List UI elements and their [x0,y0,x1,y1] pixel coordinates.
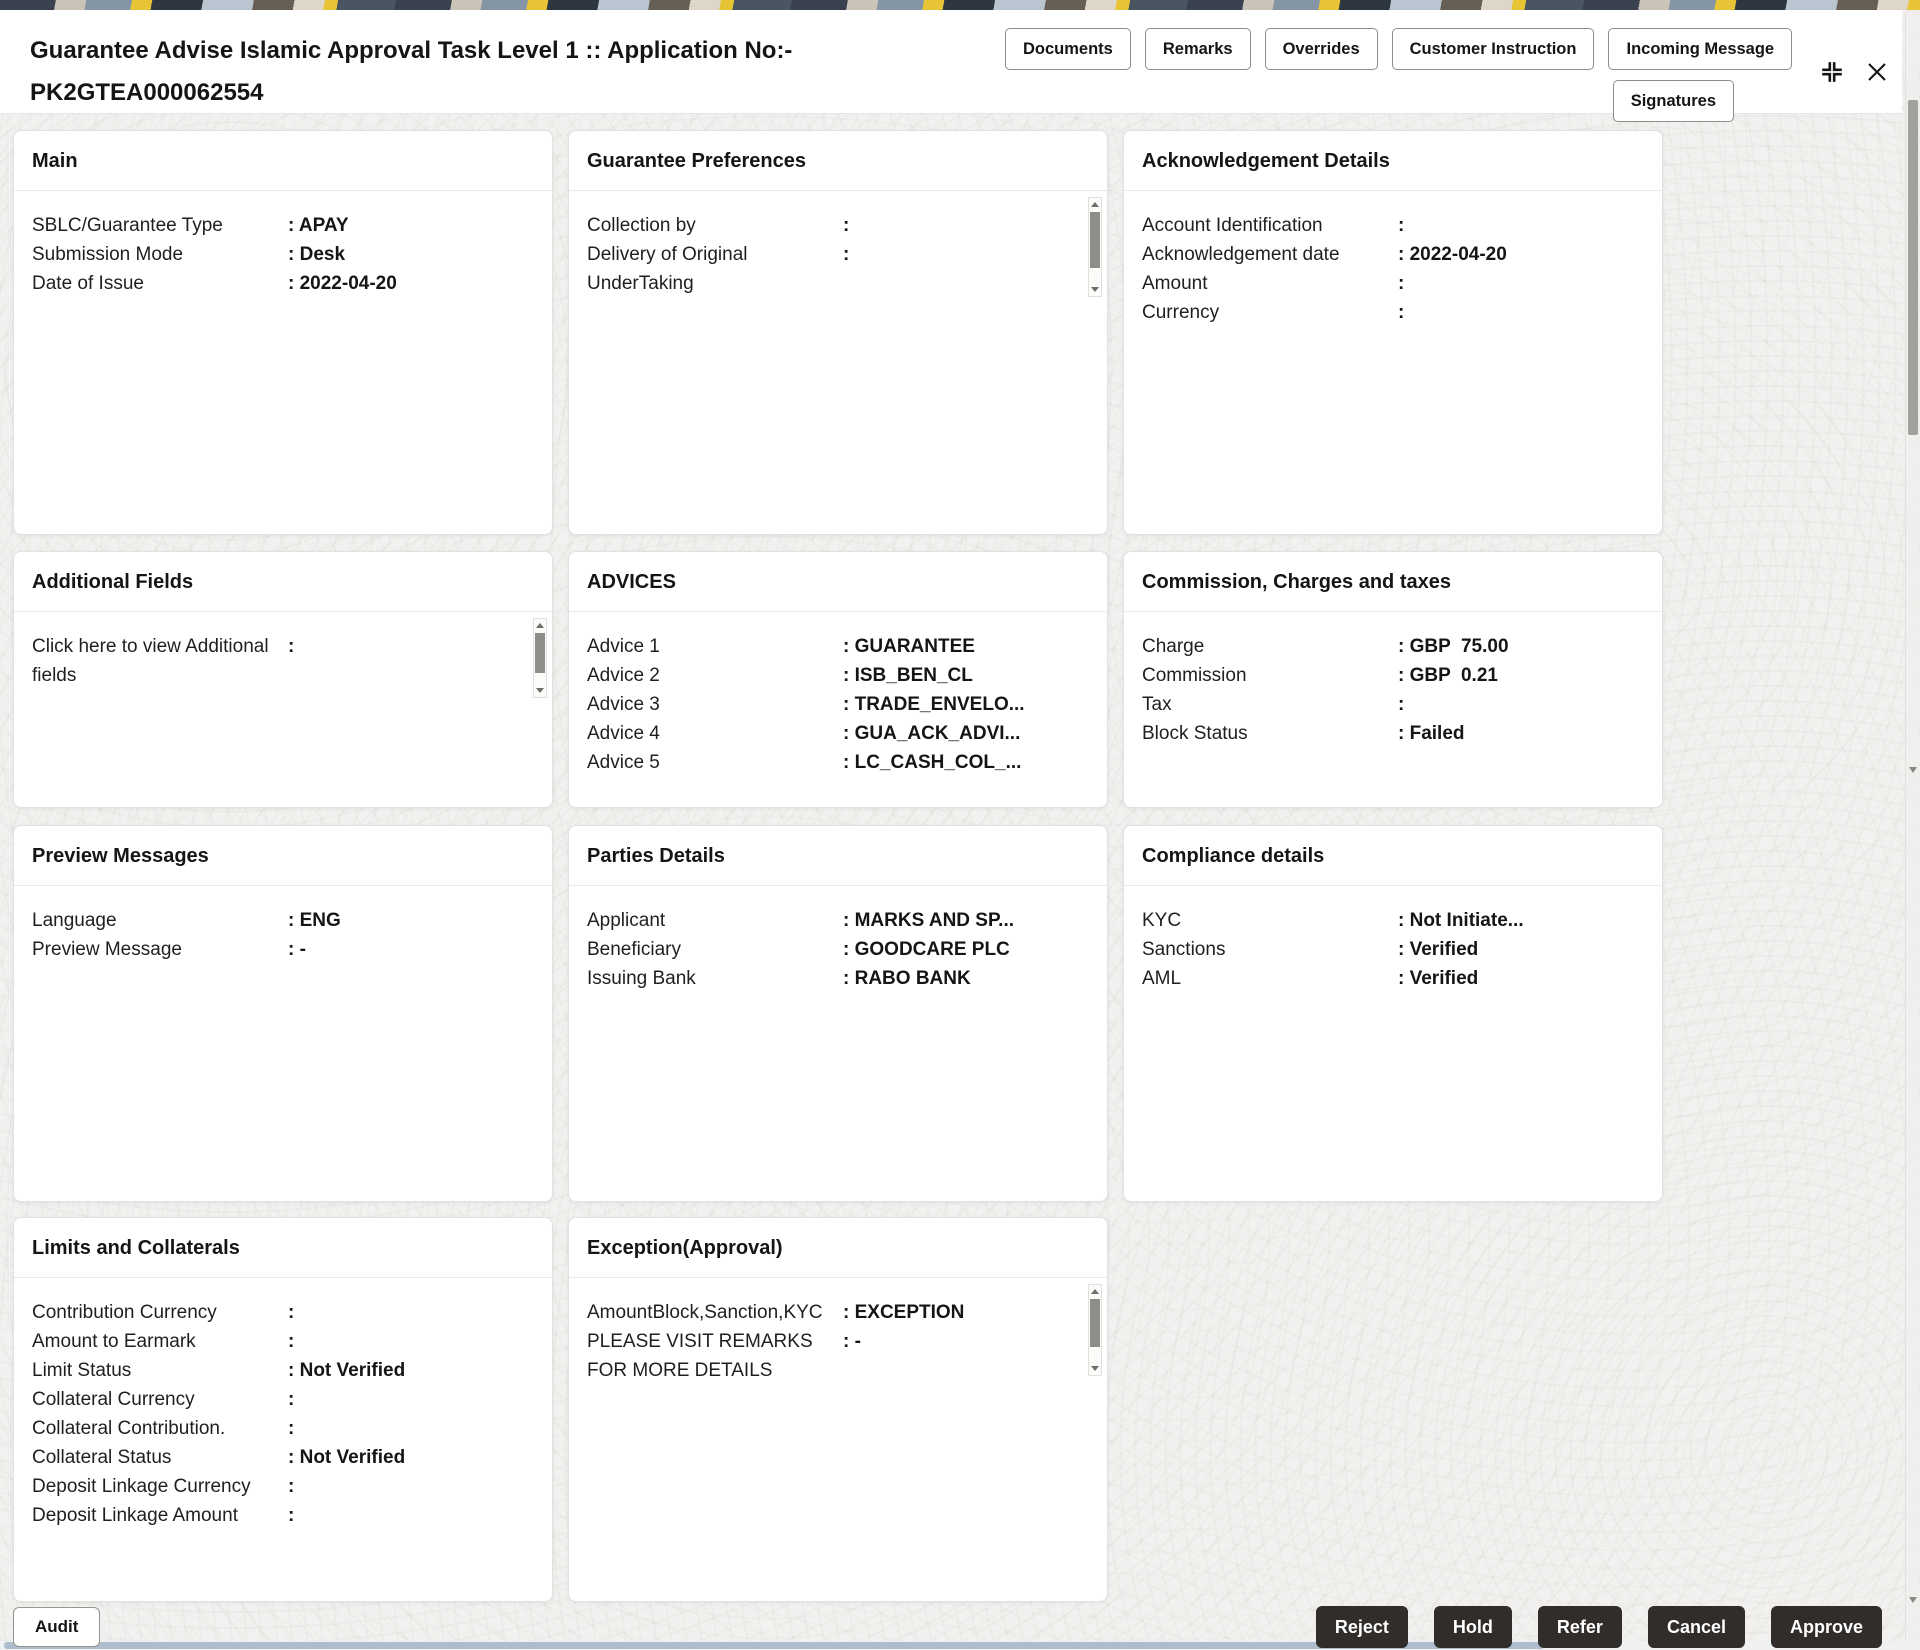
field-value: : ENG [288,910,341,931]
panel-advices-title: ADVICES [569,552,1107,612]
field-row [587,661,1089,690]
field-row [32,240,534,269]
panel-limits-collaterals-title: Limits and Collaterals [14,1218,552,1278]
panel-exception-approval-body [569,1278,1107,1385]
field-row [32,1472,534,1501]
field-value: : GUARANTEE [843,636,975,657]
panel-compliance-details-body [1124,886,1662,993]
field-label: Limit Status [32,1360,132,1381]
field-value: : - [843,1331,861,1352]
field-row [1142,935,1644,964]
panel-acknowledgement-details [1123,130,1663,535]
field-row [32,1356,534,1385]
panel-exception-approval-title: Exception(Approval) [569,1218,1107,1278]
panel-main-title: Main [14,131,552,191]
panel-preview-messages [13,825,553,1202]
field-label: PLEASE VISIT REMARKS FOR MORE DETAILS [587,1331,813,1381]
panel-commission-charges-taxes-title: Commission, Charges and taxes [1124,552,1662,612]
field-value: : 2022-04-20 [288,273,397,294]
footer-action-bar [1316,1606,1882,1648]
field-label: Advice 5 [587,752,660,773]
page-title-line2: PK2GTEA000062554 [30,79,264,106]
field-value: : RABO BANK [843,968,971,989]
field-row [32,211,534,240]
field-value: : [843,215,850,236]
page-title [30,30,980,114]
scroll-down-icon[interactable] [1089,1362,1101,1374]
field-value: : Not Verified [288,1360,406,1381]
overrides-button[interactable]: Overrides [1265,28,1378,70]
field-label: AML [1142,968,1182,989]
scroll-up-icon[interactable] [534,620,546,632]
field-row [587,211,1075,240]
panel-additional-fields-title: Additional Fields [14,552,552,612]
customer-instruction-button[interactable]: Customer Instruction [1392,28,1595,70]
field-row [1142,690,1644,719]
field-row [587,240,1075,298]
field-row [1142,269,1644,298]
field-label: Commission [1142,665,1247,686]
panel-acknowledgement-details-title: Acknowledgement Details [1124,131,1662,191]
field-value: : LC_CASH_COL_... [843,752,1022,773]
field-label: Date of Issue [32,273,144,294]
field-label: Tax [1142,694,1172,715]
field-label: Advice 4 [587,723,660,744]
field-label: Collection by [587,215,696,236]
field-row [587,719,1089,748]
panel-scrollbar[interactable] [1088,1284,1102,1376]
field-row [1142,661,1644,690]
field-label: Acknowledgement date [1142,244,1340,265]
close-icon[interactable] [1866,61,1888,83]
field-row [1142,632,1644,661]
field-value: : [288,1418,295,1439]
remarks-button[interactable]: Remarks [1145,28,1251,70]
field-label: Amount [1142,273,1208,294]
field-value: : ISB_BEN_CL [843,665,973,686]
panel-preview-messages-body [14,886,552,964]
field-row [587,964,1089,993]
cancel-button[interactable]: Cancel [1648,1606,1745,1648]
panel-commission-charges-taxes-body [1124,612,1662,748]
field-row [1142,240,1644,269]
field-label: Advice 2 [587,665,660,686]
field-row [32,935,534,964]
decorative-mosaic-strip [0,0,1920,10]
scrollbar-thumb[interactable] [1090,212,1100,268]
window-controls [1820,60,1888,84]
field-row [1142,906,1644,935]
field-value: : MARKS AND SP... [843,910,1015,931]
field-row [32,1327,534,1356]
reject-button[interactable]: Reject [1316,1606,1408,1648]
field-label: Issuing Bank [587,968,696,989]
field-label: Sanctions [1142,939,1226,960]
field-value: : [1398,694,1405,715]
field-label: KYC [1142,910,1182,931]
field-value: : TRADE_ENVELO... [843,694,1025,715]
panel-advices [568,551,1108,808]
field-value: : Verified [1398,939,1479,960]
field-label: Delivery of Original UnderTaking [587,244,748,294]
panel-limits-collaterals-body [14,1278,552,1530]
field-row [32,1298,534,1327]
field-label: Submission Mode [32,244,184,265]
panel-compliance-details-title: Compliance details [1124,826,1662,886]
panel-acknowledgement-details-body [1124,191,1662,327]
field-value: : Desk [288,244,346,265]
field-row [587,1298,1075,1327]
field-value: : [843,244,850,265]
field-label: Deposit Linkage Amount [32,1505,238,1526]
approve-button[interactable]: Approve [1771,1606,1882,1648]
panel-advices-body [569,612,1107,777]
field-value: : [1398,215,1405,236]
field-label: Beneficiary [587,939,681,960]
field-label: Collateral Currency [32,1389,195,1410]
field-label: Deposit Linkage Currency [32,1476,251,1497]
field-row [587,906,1089,935]
panel-preview-messages-title: Preview Messages [14,826,552,886]
panel-scrollbar[interactable] [1088,197,1102,297]
field-label: Amount to Earmark [32,1331,196,1352]
field-label: Preview Message [32,939,182,960]
header-button-bar [1005,28,1792,70]
field-label: Block Status [1142,723,1248,744]
scroll-down-icon[interactable] [1909,767,1917,773]
scroll-down-icon[interactable] [534,684,546,696]
collapse-icon[interactable] [1820,60,1844,84]
field-label: Charge [1142,636,1205,657]
field-value: : Not Verified [288,1447,406,1468]
field-row [1142,298,1644,327]
panel-parties-details-body [569,886,1107,993]
panel-limits-collaterals [13,1217,553,1602]
field-label: Advice 3 [587,694,660,715]
panel-compliance-details [1123,825,1663,1202]
field-value: : GOODCARE PLC [843,939,1010,960]
field-row [32,1385,534,1414]
field-value: : Not Initiate... [1398,910,1524,931]
field-label: Collateral Contribution. [32,1418,226,1439]
documents-button[interactable]: Documents [1005,28,1131,70]
field-label[interactable]: Click here to view Additional fields [32,636,269,686]
field-row [32,1414,534,1443]
field-label: Language [32,910,117,931]
scroll-up-icon[interactable] [1089,199,1101,211]
panel-main [13,130,553,535]
field-row [1142,964,1644,993]
panel-main-body [14,191,552,298]
panel-scrollbar[interactable] [533,618,547,698]
field-row [1142,211,1644,240]
field-value: : 2022-04-20 [1398,244,1507,265]
incoming-message-button[interactable]: Incoming Message [1608,28,1792,70]
field-row [32,269,534,298]
field-row [587,632,1089,661]
field-row [32,632,520,690]
field-label: Account Identification [1142,215,1323,236]
field-label: Contribution Currency [32,1302,217,1323]
panel-guarantee-preferences-body [569,191,1107,298]
field-label: SBLC/Guarantee Type [32,215,223,236]
scrollbar-thumb[interactable] [535,633,545,673]
field-value: : [288,1302,295,1323]
field-row [587,1327,1075,1385]
audit-button[interactable]: Audit [13,1607,100,1647]
window-header [0,10,1902,114]
field-value: : GBP 0.21 [1398,665,1498,686]
field-value: : GBP 75.00 [1398,636,1509,657]
field-value: : Failed [1398,723,1465,744]
field-label: Currency [1142,302,1220,323]
field-label: Applicant [587,910,666,931]
signatures-button[interactable]: Signatures [1613,80,1734,122]
field-row [32,1501,534,1530]
field-row [587,935,1089,964]
scroll-down-icon[interactable] [1089,283,1101,295]
hold-button[interactable]: Hold [1434,1606,1512,1648]
panel-guarantee-preferences-title: Guarantee Preferences [569,131,1107,191]
field-value: : [288,636,295,657]
field-value: : Verified [1398,968,1479,989]
field-value: : [1398,302,1405,323]
field-row [32,906,534,935]
panel-exception-approval [568,1217,1108,1602]
field-row [587,690,1089,719]
scrollbar-thumb[interactable] [1090,1299,1100,1347]
page-title-line1: Guarantee Advise Islamic Approval Task Level 1 :: Application No:- [30,37,793,64]
field-value: : APAY [288,215,349,236]
field-label: AmountBlock,Sanction,KYC [587,1302,823,1323]
field-value: : [288,1476,295,1497]
panel-additional-fields-body [14,612,552,690]
scroll-up-icon[interactable] [1089,1286,1101,1298]
field-row [1142,719,1644,748]
vertical-scrollbar[interactable] [1905,12,1919,1640]
field-value: : [288,1389,295,1410]
panel-guarantee-preferences [568,130,1108,535]
horizontal-scrollbar-thumb[interactable] [4,1642,1544,1649]
field-label: Advice 1 [587,636,660,657]
panel-parties-details [568,825,1108,1202]
field-row [587,748,1089,777]
field-value: : GUA_ACK_ADVI... [843,723,1021,744]
refer-button[interactable]: Refer [1538,1606,1622,1648]
field-value: : [1398,273,1405,294]
scroll-down-icon[interactable] [1909,1597,1917,1603]
panel-additional-fields [13,551,553,808]
panel-commission-charges-taxes [1123,551,1663,808]
field-label: Collateral Status [32,1447,172,1468]
field-value: : [288,1331,295,1352]
panel-parties-details-title: Parties Details [569,826,1107,886]
vertical-scrollbar-thumb[interactable] [1908,100,1918,435]
field-value: : [288,1505,295,1526]
field-value: : - [288,939,306,960]
field-row [32,1443,534,1472]
field-value: : EXCEPTION [843,1302,965,1323]
